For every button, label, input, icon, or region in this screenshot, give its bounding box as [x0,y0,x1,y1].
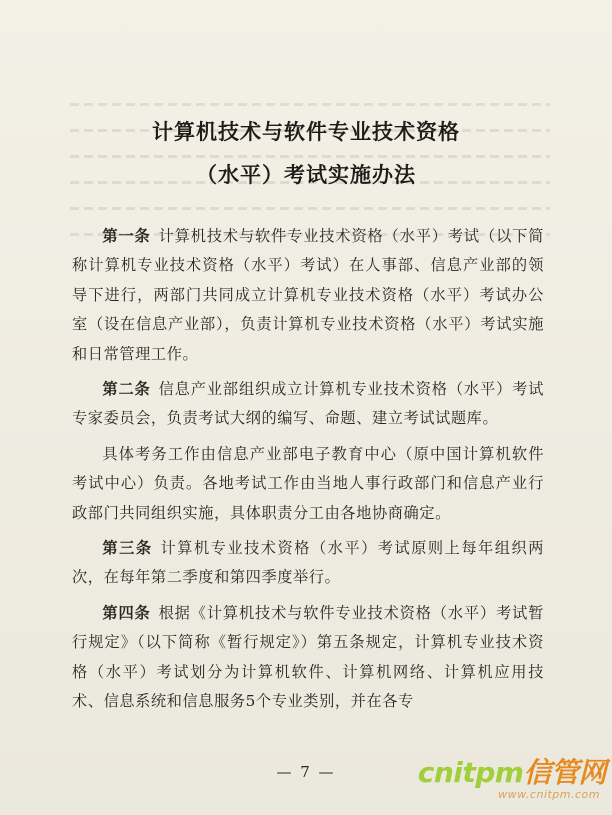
paragraph-text: 计算机专业技术资格（水平）考试原则上每年组织两次，在每年第二季度和第四季度举行。 [72,539,544,587]
article-3-paragraph [72,534,544,593]
paragraph-text: 计算机技术与软件专业技术资格（水平）考试（以下简称计算机专业技术资格（水平）考试）在人事部、信息产业部的领导下进行，两部门共同成立计算机专业技术资格（水平）考试办公室（设在信息产业部），负责计算机专业技术资格（水平）考试实施和日常管理工作。 [72,227,544,363]
article-heading: 第三条 [102,539,153,558]
article-4-paragraph [72,599,544,717]
article-heading: 第一条 [102,227,151,245]
page-number: — 7 — [276,763,336,781]
document-title-line-2: （水平）考试实施办法 [196,163,416,187]
paragraph-text: 具体考务工作由信息产业部电子教育中心（原中国计算机软件考试中心）负责。各地考试工作由当地人事行政部门和信息产业行政部门共同组织实施，具体职责分工由各地协商确定。 [72,444,544,522]
site-watermark [418,758,606,801]
document-title-line-1: 计算机技术与软件专业技术资格 [152,120,460,144]
article-heading: 第四条 [102,603,151,622]
watermark-logo-latin: cnitpm [417,756,524,789]
article-2-continuation-paragraph [72,440,544,528]
article-2-paragraph [72,375,544,434]
article-heading: 第二条 [102,380,151,399]
document-body [72,222,544,723]
bleed-through-text [70,80,550,230]
watermark-url: www.cnitpm.com [498,788,600,801]
paragraph-text: 根据《计算机技术与软件专业技术资格（水平）考试暂行规定》（以下简称《暂行规定》）第五条规定，计算机专业技术资格（水平）考试划分为计算机软件、计算机网络、计算机应用技术、信息系统和信息服务5个专业类别，并在各专 [72,603,544,711]
watermark-logo [418,758,606,788]
article-1-paragraph [72,222,544,369]
paragraph-text: 信息产业部组织成立计算机专业技术资格（水平）考试专家委员会，负责考试大纲的编写、命题、建立考试试题库。 [72,380,544,428]
watermark-logo-cjk: 信管网 [523,756,606,789]
